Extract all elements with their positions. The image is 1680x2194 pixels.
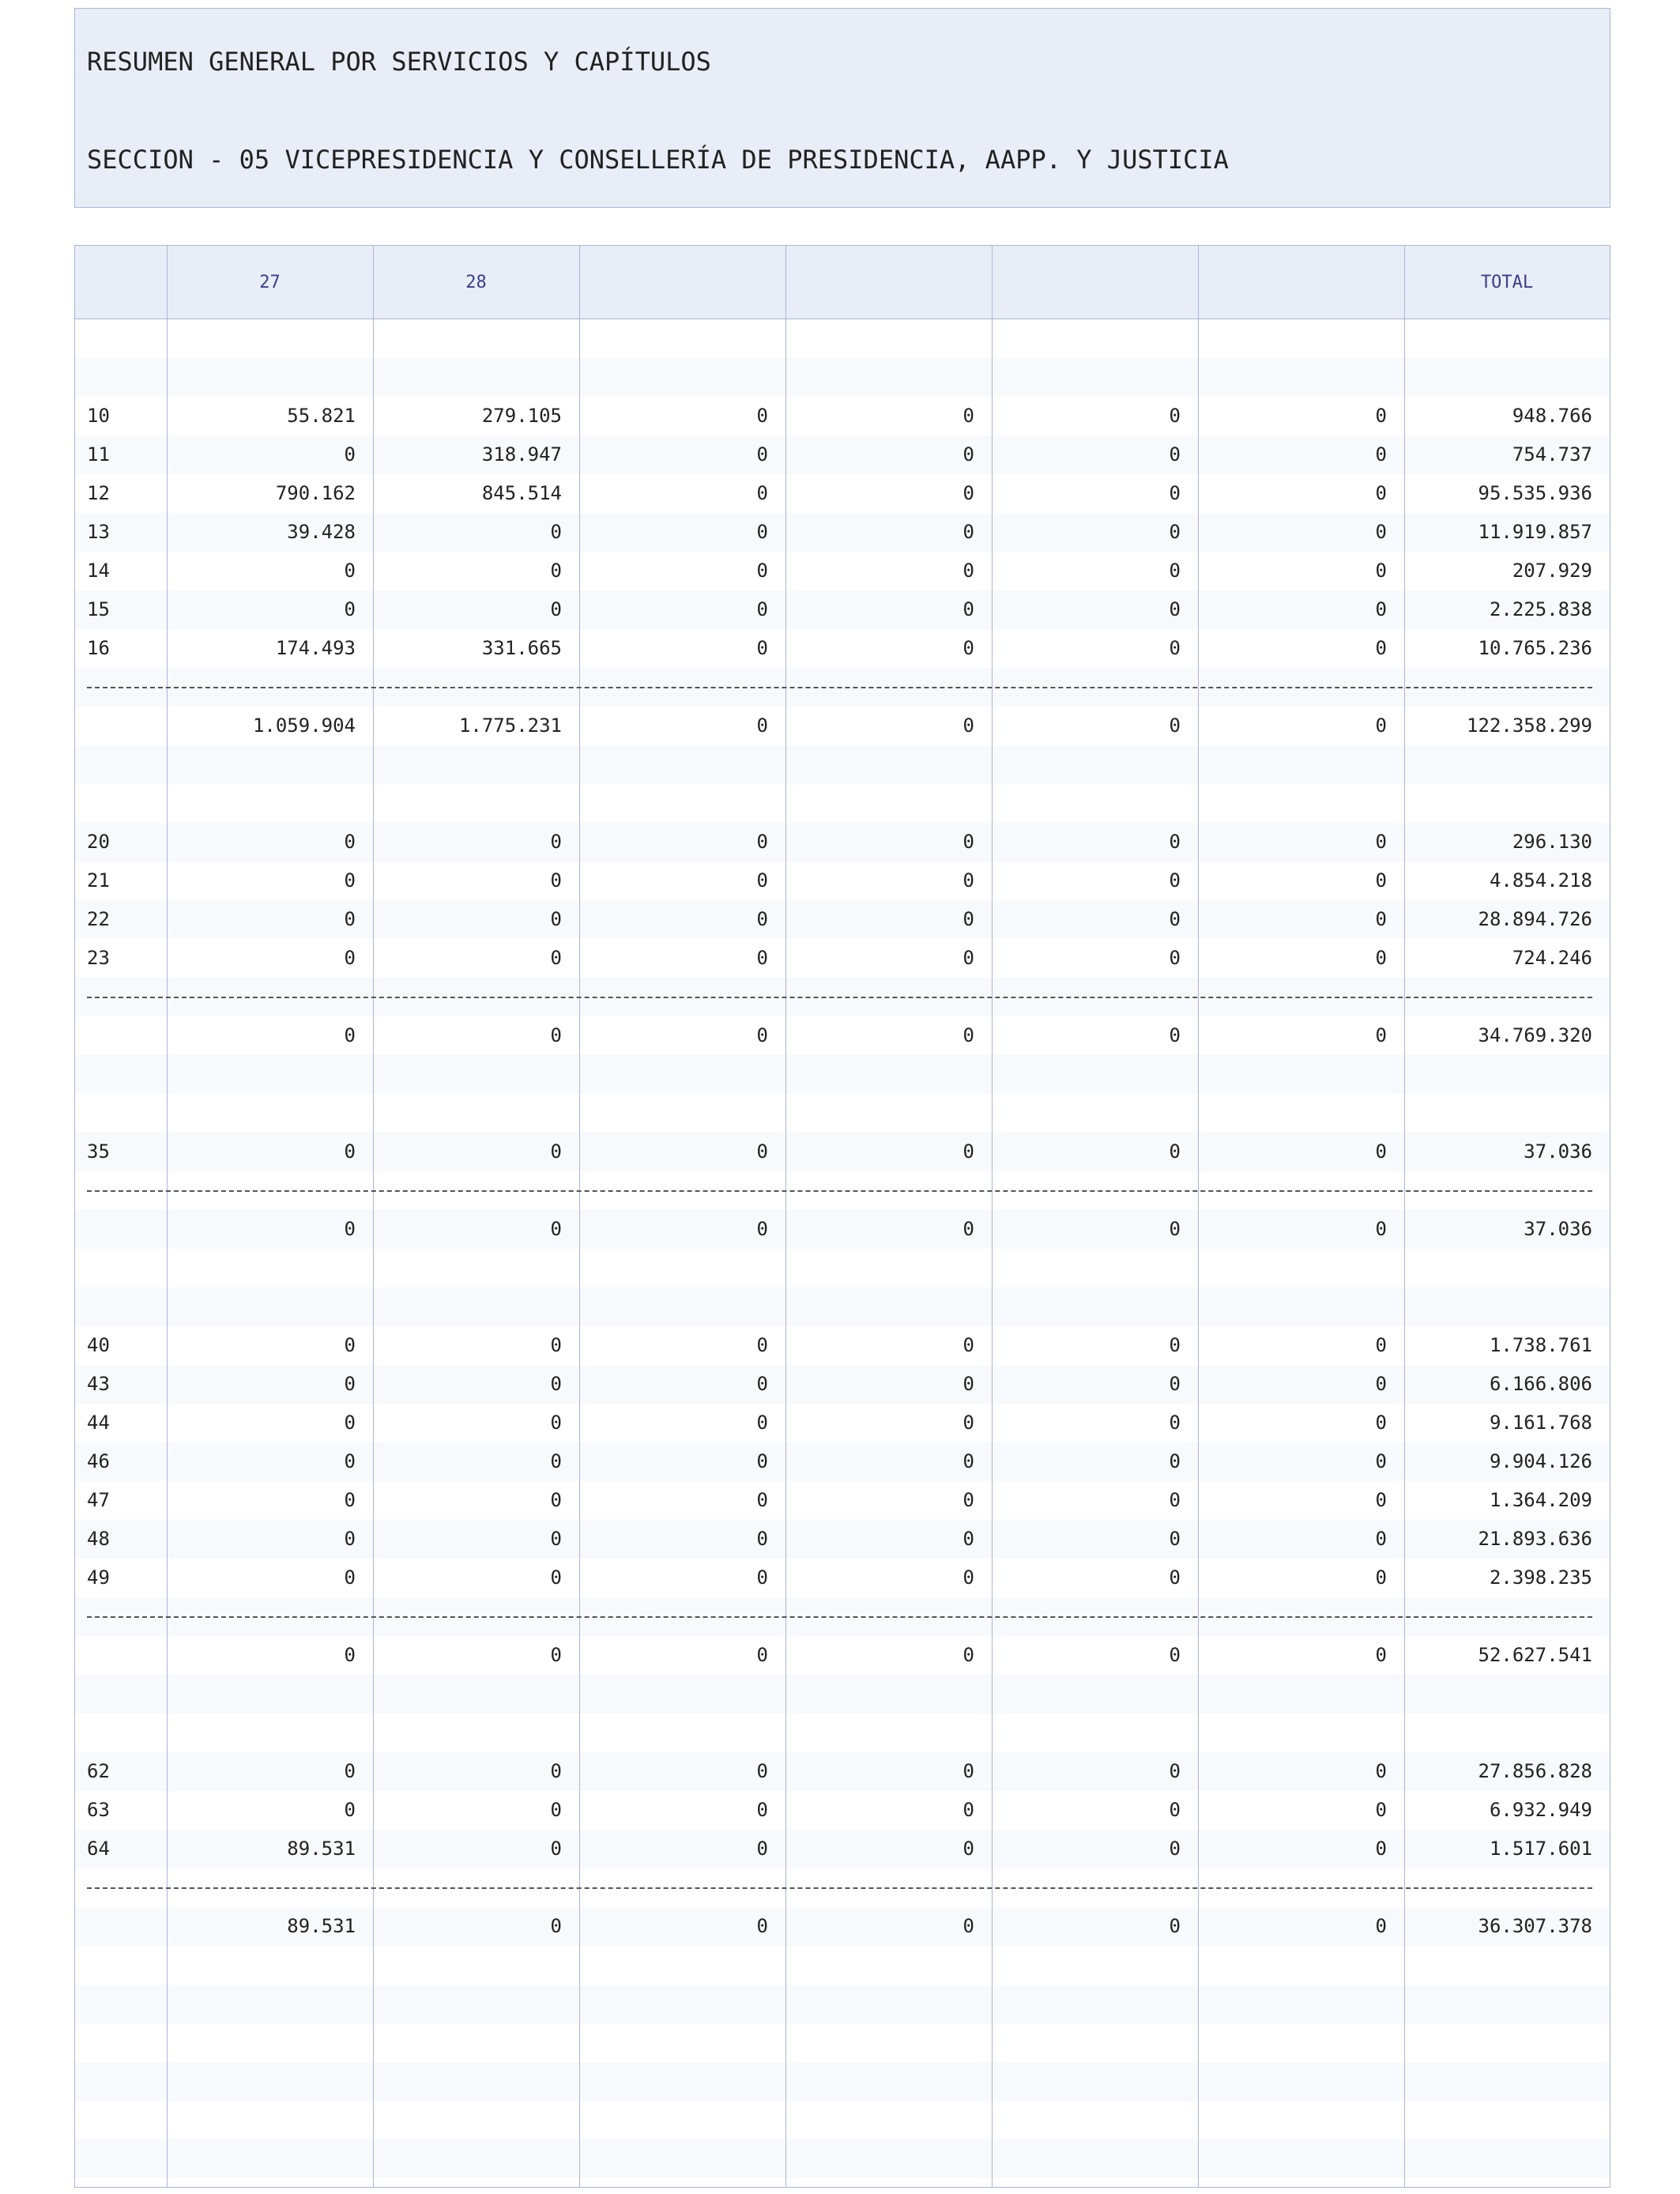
cell-value: 0 <box>962 1760 974 1782</box>
row-code: 47 <box>87 1489 110 1511</box>
cell-value: 0 <box>550 1450 562 1472</box>
cell-value: 0 <box>962 831 974 853</box>
cell-value: 28.894.726 <box>1478 908 1592 930</box>
report-title: RESUMEN GENERAL POR SERVICIOS Y CAPÍTULOS <box>87 47 711 77</box>
cell-value: 0 <box>756 714 768 737</box>
cell-value: 0 <box>1169 1412 1181 1434</box>
cell-value: 0 <box>1169 831 1181 853</box>
column-header <box>579 246 785 319</box>
table-row <box>75 1559 1610 1597</box>
cell-value: 0 <box>962 1528 974 1550</box>
cell-value: 0 <box>1375 831 1387 853</box>
cell-value: 0 <box>344 1528 356 1550</box>
cell-value: 95.535.936 <box>1478 482 1592 504</box>
cell-value: 0 <box>1169 1528 1181 1550</box>
cell-value: 0 <box>550 1528 562 1550</box>
summary-table <box>74 245 1610 2188</box>
row-code: 13 <box>87 521 110 543</box>
cell-value: 0 <box>962 947 974 969</box>
table-header-row <box>75 246 1610 319</box>
cell-value: 0 <box>756 443 768 466</box>
cell-value: 37.036 <box>1524 1140 1592 1163</box>
row-code <box>75 1636 167 1675</box>
cell-value: 0 <box>1169 908 1181 930</box>
cell-value: 36.307.378 <box>1478 1915 1592 1937</box>
cell-value: 0 <box>344 1218 356 1240</box>
column-header <box>992 246 1198 319</box>
cell-value: 0 <box>550 1024 562 1046</box>
row-code: 23 <box>87 947 110 969</box>
table-row <box>75 861 1610 900</box>
cell-value: 0 <box>962 714 974 737</box>
column-header <box>785 246 992 319</box>
cell-value: 0 <box>550 947 562 969</box>
row-code: 40 <box>87 1334 110 1356</box>
cell-value: 0 <box>1169 1799 1181 1821</box>
cell-value: 0 <box>550 521 562 543</box>
cell-value: 9.161.768 <box>1489 1412 1592 1434</box>
cell-value: 1.775.231 <box>458 714 562 737</box>
cell-value: 0 <box>962 1218 974 1240</box>
cell-value: 52.627.541 <box>1478 1644 1592 1666</box>
cell-value: 0 <box>550 560 562 582</box>
table-row <box>75 1326 1610 1365</box>
row-code <box>75 707 167 745</box>
cell-value: 21.893.636 <box>1478 1528 1592 1550</box>
cell-value: 0 <box>756 1760 768 1782</box>
cell-value: 1.517.601 <box>1489 1838 1592 1860</box>
cell-value: 0 <box>1169 521 1181 543</box>
cell-value: 0 <box>756 560 768 582</box>
cell-value: 0 <box>756 1838 768 1860</box>
cell-value: 0 <box>1375 1644 1387 1666</box>
cell-value: 0 <box>344 831 356 853</box>
cell-value: 0 <box>756 482 768 504</box>
cell-value: 0 <box>962 521 974 543</box>
row-code <box>75 1907 167 1946</box>
cell-value: 0 <box>756 1450 768 1472</box>
cell-value: 0 <box>1375 482 1387 504</box>
cell-value: 0 <box>1169 1760 1181 1782</box>
cell-value: 10.765.236 <box>1478 637 1592 659</box>
table-row <box>75 1365 1610 1404</box>
subtotal-row <box>75 1907 1610 1946</box>
row-code: 48 <box>87 1528 110 1550</box>
cell-value: 0 <box>756 1644 768 1666</box>
cell-value: 0 <box>344 1644 356 1666</box>
cell-value: 0 <box>962 482 974 504</box>
table-row <box>75 590 1610 629</box>
cell-value: 0 <box>1375 598 1387 620</box>
column-header: TOTAL <box>1480 273 1534 292</box>
cell-value: 0 <box>1375 637 1387 659</box>
cell-value: 0 <box>1375 1760 1387 1782</box>
cell-value: 0 <box>962 1644 974 1666</box>
cell-value: 0 <box>344 869 356 892</box>
cell-value: 0 <box>550 1140 562 1163</box>
cell-value: 790.162 <box>275 482 356 504</box>
cell-value: 0 <box>550 869 562 892</box>
cell-value: 0 <box>962 1412 974 1434</box>
cell-value: 0 <box>756 637 768 659</box>
cell-value: 0 <box>1375 1566 1387 1589</box>
cell-value: 1.059.904 <box>252 714 356 737</box>
cell-value: 2.398.235 <box>1489 1566 1592 1589</box>
cell-value: 0 <box>962 1450 974 1472</box>
row-code: 44 <box>87 1412 110 1434</box>
cell-value: 1.364.209 <box>1489 1489 1592 1511</box>
cell-value: 0 <box>962 560 974 582</box>
table-row <box>75 1442 1610 1481</box>
table-row <box>75 900 1610 939</box>
cell-value: 0 <box>1375 1412 1387 1434</box>
column-header <box>75 246 167 319</box>
table-row <box>75 823 1610 861</box>
cell-value: 0 <box>1169 1218 1181 1240</box>
cell-value: 0 <box>344 443 356 466</box>
cell-value: 0 <box>1375 1799 1387 1821</box>
cell-value: 0 <box>550 1566 562 1589</box>
cell-value: 0 <box>1169 869 1181 892</box>
table-row <box>75 1830 1610 1868</box>
cell-value: 0 <box>344 1140 356 1163</box>
cell-value: 0 <box>550 908 562 930</box>
cell-value: 0 <box>1375 1489 1387 1511</box>
column-header <box>1198 246 1404 319</box>
cell-value: 0 <box>962 1489 974 1511</box>
cell-value: 0 <box>962 1334 974 1356</box>
column-header: 28 <box>465 273 487 292</box>
row-code: 14 <box>87 560 110 582</box>
table-row <box>75 1404 1610 1442</box>
cell-value: 0 <box>344 1412 356 1434</box>
row-code: 62 <box>87 1760 110 1782</box>
table-row <box>75 1520 1610 1559</box>
row-code: 35 <box>87 1140 110 1163</box>
cell-value: 0 <box>550 1373 562 1395</box>
cell-value: 9.904.126 <box>1489 1450 1592 1472</box>
cell-value: 0 <box>756 1140 768 1163</box>
cell-value: 0 <box>756 947 768 969</box>
cell-value: 0 <box>1375 908 1387 930</box>
subtotal-separator <box>87 997 1592 998</box>
cell-value: 0 <box>962 869 974 892</box>
cell-value: 0 <box>962 908 974 930</box>
subtotal-separator <box>87 1190 1592 1192</box>
cell-value: 0 <box>550 1799 562 1821</box>
cell-value: 318.947 <box>481 443 562 466</box>
cell-value: 296.130 <box>1512 831 1592 853</box>
cell-value: 0 <box>962 405 974 427</box>
cell-value: 0 <box>962 1024 974 1046</box>
cell-value: 0 <box>550 1915 562 1937</box>
cell-value: 122.358.299 <box>1467 714 1592 737</box>
row-code: 46 <box>87 1450 110 1472</box>
cell-value: 0 <box>550 1760 562 1782</box>
cell-value: 0 <box>756 405 768 427</box>
table-row <box>75 397 1610 435</box>
cell-value: 0 <box>344 908 356 930</box>
cell-value: 0 <box>962 1838 974 1860</box>
table-row <box>75 1791 1610 1830</box>
cell-value: 0 <box>1169 598 1181 620</box>
cell-value: 0 <box>1169 1644 1181 1666</box>
row-code: 16 <box>87 637 110 659</box>
cell-value: 0 <box>756 1218 768 1240</box>
cell-value: 0 <box>962 637 974 659</box>
table-row <box>75 513 1610 552</box>
cell-value: 89.531 <box>287 1915 356 1937</box>
row-code: 64 <box>87 1838 110 1860</box>
cell-value: 0 <box>550 1644 562 1666</box>
cell-value: 0 <box>962 443 974 466</box>
cell-value: 0 <box>1169 405 1181 427</box>
cell-value: 0 <box>344 1566 356 1589</box>
cell-value: 0 <box>1169 1566 1181 1589</box>
subtotal-separator <box>87 687 1592 688</box>
column-header: 27 <box>259 273 281 292</box>
cell-value: 0 <box>1375 1915 1387 1937</box>
cell-value: 0 <box>1375 1450 1387 1472</box>
report-header <box>74 8 1610 208</box>
cell-value: 0 <box>344 1489 356 1511</box>
cell-value: 0 <box>962 1140 974 1163</box>
cell-value: 0 <box>550 1334 562 1356</box>
cell-value: 0 <box>344 1760 356 1782</box>
cell-value: 0 <box>756 1566 768 1589</box>
cell-value: 1.738.761 <box>1489 1334 1592 1356</box>
cell-value: 0 <box>962 1373 974 1395</box>
cell-value: 0 <box>962 1566 974 1589</box>
row-code: 10 <box>87 405 110 427</box>
row-code: 15 <box>87 598 110 620</box>
cell-value: 0 <box>1375 1218 1387 1240</box>
cell-value: 0 <box>756 521 768 543</box>
cell-value: 89.531 <box>287 1838 356 1860</box>
cell-value: 0 <box>1169 1915 1181 1937</box>
subtotal-separator <box>87 1887 1592 1889</box>
cell-value: 6.166.806 <box>1489 1373 1592 1395</box>
row-code: 12 <box>87 482 110 504</box>
cell-value: 724.246 <box>1512 947 1592 969</box>
cell-value: 0 <box>1169 443 1181 466</box>
cell-value: 0 <box>550 1489 562 1511</box>
cell-value: 0 <box>1169 714 1181 737</box>
cell-value: 0 <box>550 1412 562 1434</box>
subtotal-row <box>75 707 1610 745</box>
cell-value: 0 <box>1169 1334 1181 1356</box>
row-code: 43 <box>87 1373 110 1395</box>
cell-value: 0 <box>756 1799 768 1821</box>
subtotal-row <box>75 1636 1610 1675</box>
cell-value: 0 <box>1169 560 1181 582</box>
cell-value: 845.514 <box>481 482 562 504</box>
cell-value: 331.665 <box>481 637 562 659</box>
cell-value: 948.766 <box>1512 405 1592 427</box>
cell-value: 0 <box>550 831 562 853</box>
cell-value: 0 <box>344 1450 356 1472</box>
table-row <box>75 1133 1610 1171</box>
cell-value: 0 <box>1169 1373 1181 1395</box>
cell-value: 754.737 <box>1512 443 1592 466</box>
cell-value: 0 <box>756 831 768 853</box>
cell-value: 0 <box>1169 1140 1181 1163</box>
cell-value: 0 <box>962 598 974 620</box>
cell-value: 279.105 <box>481 405 562 427</box>
table-row <box>75 939 1610 978</box>
cell-value: 0 <box>756 869 768 892</box>
cell-value: 0 <box>1169 1450 1181 1472</box>
cell-value: 11.919.857 <box>1478 521 1592 543</box>
cell-value: 0 <box>344 1799 356 1821</box>
cell-value: 0 <box>1375 521 1387 543</box>
section-title: SECCION - 05 VICEPRESIDENCIA Y CONSELLERÍA DE PRESIDENCIA, AAPP. Y JUSTICIA <box>87 145 1229 175</box>
row-code <box>75 1210 167 1249</box>
cell-value: 0 <box>344 598 356 620</box>
cell-value: 27.856.828 <box>1478 1760 1592 1782</box>
cell-value: 0 <box>344 1024 356 1046</box>
cell-value: 2.225.838 <box>1489 598 1592 620</box>
cell-value: 0 <box>1375 1528 1387 1550</box>
cell-value: 34.769.320 <box>1478 1024 1592 1046</box>
table-row <box>75 629 1610 668</box>
cell-value: 0 <box>756 1024 768 1046</box>
cell-value: 4.854.218 <box>1489 869 1592 892</box>
row-code: 21 <box>87 869 110 892</box>
cell-value: 0 <box>1375 443 1387 466</box>
cell-value: 0 <box>1375 714 1387 737</box>
cell-value: 0 <box>1169 1489 1181 1511</box>
cell-value: 0 <box>756 908 768 930</box>
row-code: 20 <box>87 831 110 853</box>
cell-value: 0 <box>1375 869 1387 892</box>
cell-value: 0 <box>344 560 356 582</box>
cell-value: 174.493 <box>275 637 356 659</box>
cell-value: 0 <box>1169 482 1181 504</box>
cell-value: 6.932.949 <box>1489 1799 1592 1821</box>
table-row <box>75 474 1610 513</box>
cell-value: 39.428 <box>287 521 356 543</box>
row-code: 22 <box>87 908 110 930</box>
cell-value: 0 <box>756 1489 768 1511</box>
cell-value: 0 <box>962 1799 974 1821</box>
cell-value: 0 <box>344 1373 356 1395</box>
cell-value: 0 <box>1169 637 1181 659</box>
row-code: 11 <box>87 443 110 466</box>
cell-value: 0 <box>756 1412 768 1434</box>
subtotal-separator <box>87 1616 1592 1618</box>
cell-value: 0 <box>1169 947 1181 969</box>
cell-value: 0 <box>756 1915 768 1937</box>
cell-value: 0 <box>1169 1838 1181 1860</box>
cell-value: 0 <box>1375 405 1387 427</box>
cell-value: 0 <box>344 1334 356 1356</box>
cell-value: 0 <box>756 1334 768 1356</box>
cell-value: 0 <box>550 1838 562 1860</box>
row-code: 49 <box>87 1566 110 1589</box>
row-code <box>75 1016 167 1055</box>
cell-value: 0 <box>344 947 356 969</box>
subtotal-row <box>75 1016 1610 1055</box>
subtotal-row <box>75 1210 1610 1249</box>
cell-value: 0 <box>1375 1373 1387 1395</box>
cell-value: 0 <box>756 1373 768 1395</box>
cell-value: 207.929 <box>1512 560 1592 582</box>
cell-value: 0 <box>1375 1334 1387 1356</box>
cell-value: 0 <box>1375 560 1387 582</box>
cell-value: 0 <box>1375 1024 1387 1046</box>
table-row <box>75 1752 1610 1791</box>
cell-value: 0 <box>962 1915 974 1937</box>
cell-value: 0 <box>1375 1838 1387 1860</box>
cell-value: 0 <box>1169 1024 1181 1046</box>
cell-value: 0 <box>1375 1140 1387 1163</box>
cell-value: 0 <box>550 598 562 620</box>
row-code: 63 <box>87 1799 110 1821</box>
cell-value: 0 <box>756 1528 768 1550</box>
cell-value: 0 <box>550 1218 562 1240</box>
table-row <box>75 435 1610 474</box>
cell-value: 0 <box>1375 947 1387 969</box>
cell-value: 55.821 <box>287 405 356 427</box>
cell-value: 0 <box>756 598 768 620</box>
cell-value: 37.036 <box>1524 1218 1592 1240</box>
table-row <box>75 1481 1610 1520</box>
table-row <box>75 552 1610 590</box>
